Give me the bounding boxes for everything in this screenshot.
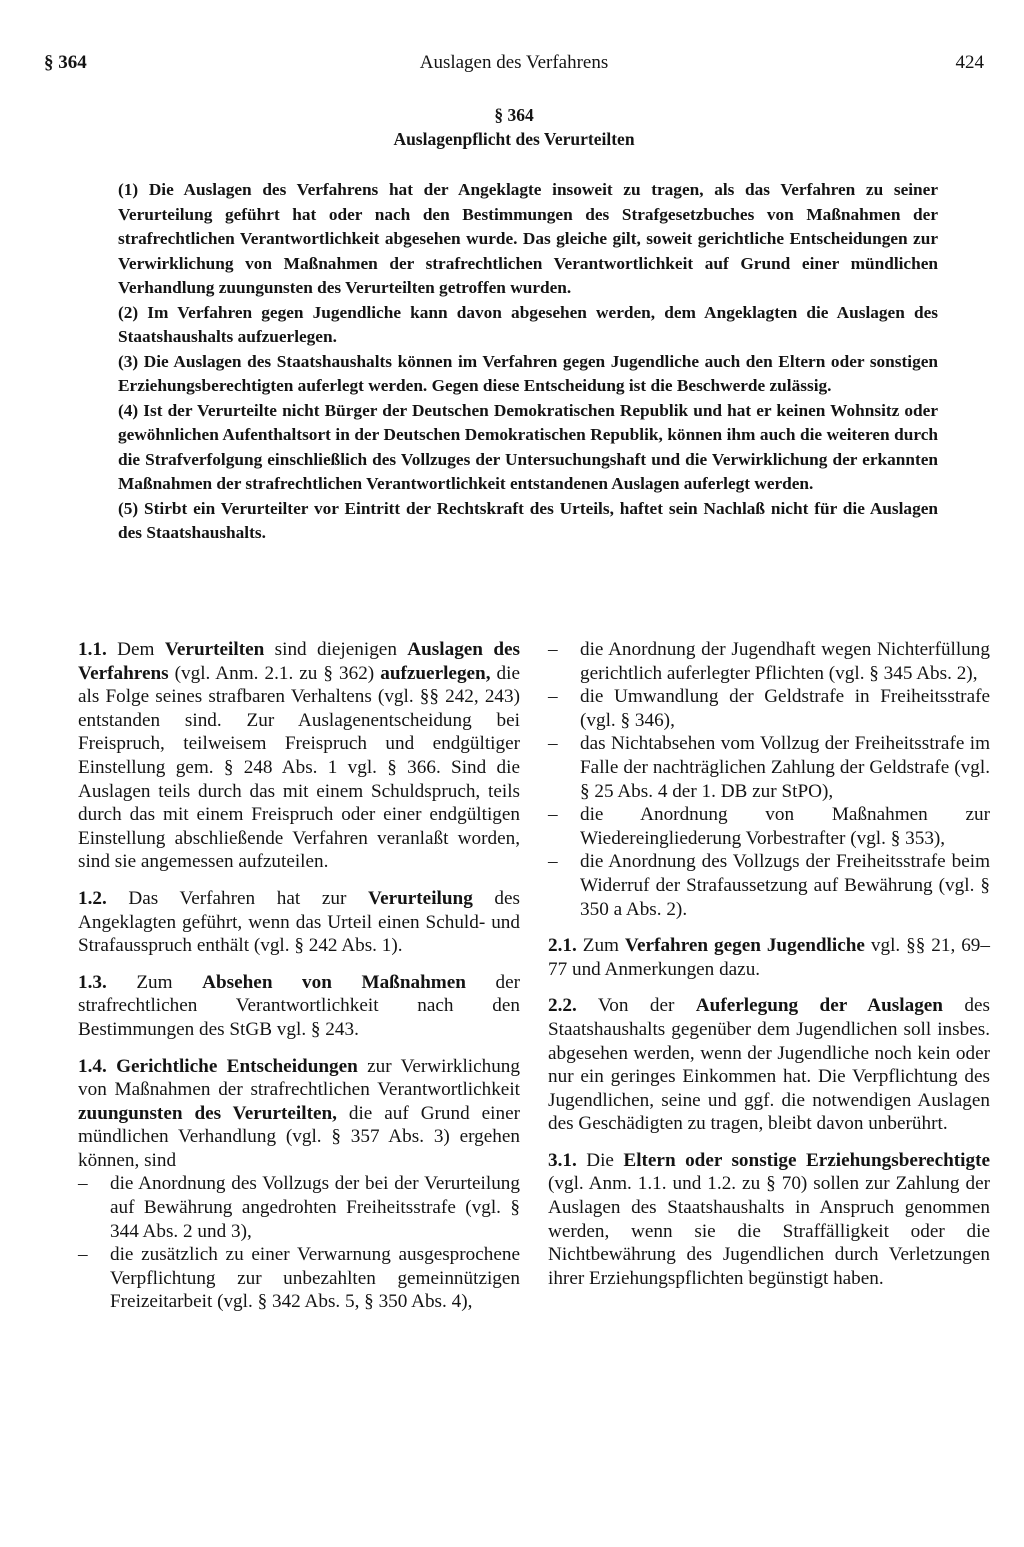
dash-bullet: –	[548, 851, 558, 873]
page-number: 424	[955, 52, 984, 73]
note-text: zur Verwirklichung von Maßnahmen der strafrechtlichen Verantwortlichkeit	[78, 1055, 520, 1101]
dash-bullet: –	[78, 1173, 88, 1195]
note-2-2	[548, 994, 990, 1136]
note-number: 2.2.	[548, 995, 577, 1017]
dash-bullet: –	[548, 804, 558, 826]
note-emphasis: Verurteilung	[367, 887, 473, 909]
dash-bullet: –	[78, 1244, 88, 1266]
running-header	[44, 50, 984, 76]
statute-paragraph-1: (1) Die Auslagen des Verfahrens hat der Angeklagte insoweit zu tragen, als das Verfahren zu seiner Verurteilung geführt hat oder nach den Bestimmungen des Strafgesetzbuches von Maßnahmen der strafrechtlichen Verantwortlichkeit abgesehen wurde. Das gleiche gilt, soweit gerichtliche Entscheidungen zur Verwirklichung von Maßnahmen der strafrechtlichen Verantwortlichkeit auf Grund einer mündlichen Verhandlung zuungunsten des Verurteilten getroffen wurden.	[118, 180, 938, 297]
note-number: 1.2.	[78, 887, 107, 909]
note-text: des Staatshaushalts gegenüber dem Jugendlichen soll insbes. abgesehen werden, wenn der Jugendliche noch kein oder nur ein geringes Einkommen hat. Die Verpflichtung des Jugendlichen, seine und ggf. die notwendigen Auslagen des Geschädigten zu tragen, bleibt davon unberührt.	[548, 995, 990, 1135]
note-number: 1.3.	[78, 971, 107, 993]
note-2-1	[548, 934, 990, 981]
statute-paragraph-2: (2) Im Verfahren gegen Jugendliche kann davon abgesehen werden, dem Angeklagten die Auslagen des Staatshaushalts aufzuerlegen.	[118, 302, 938, 346]
dash-list-left	[78, 1172, 520, 1314]
list-item	[548, 803, 990, 850]
dash-bullet: –	[548, 686, 558, 708]
list-item-text: die Anordnung von Maßnahmen zur Wiedereingliederung Vorbestrafter (vgl. § 353),	[580, 804, 990, 849]
list-item-text: die zusätzlich zu einer Verwarnung ausgesprochene Verpflichtung zur unbezahlten gemeinnützigen Freizeitarbeit (vgl. § 342 Abs. 5, § 350 Abs. 4),	[110, 1244, 520, 1313]
statute-paragraph-4: (4) Ist der Verurteilte nicht Bürger der Deutschen Demokratischen Republik und hat er keinen Wohnsitz oder gewöhnlichen Aufenthaltsort in der Deutschen Demokratischen Republik, können ihm auch die weiteren durch die Strafverfolgung einschließlich des Vollzuges der Untersuchungshaft und die Verwirklichung der erkannten Maßnahmen der strafrechtlichen Verantwortlichkeit entstandenen Auslagen auferlegt werden.	[118, 400, 938, 493]
header-section-ref: § 364	[44, 52, 87, 73]
note-text: (vgl. Anm. 1.1. und 1.2. zu § 70) sollen zur Zahlung der Auslagen des Staatshaushalts in Anspruch genommen werden, wenn sie die Straffälligkeit oder die Nichtbewährung des Jugendlichen durch Verletzungen ihrer Erziehungspflichten begünstigt haben.	[548, 1173, 990, 1289]
note-text: die als Folge seines strafbaren Verhaltens (vgl. §§ 242, 243) entstanden sind. Zur Auslagenentscheidung bei Freispruch, teilweisem Freispruch und endgültiger Einstellung gem. § 248 Abs. 1 vgl. § 366. Sind die Auslagen teils durch das mit einem Schuldspruch, teils durch das mit einem Freispruch oder einer endgültigen Einstellung abschließende Verfahren veranlaßt worden, sind sie angemessen aufzuteilen.	[78, 662, 520, 873]
list-item	[78, 1243, 520, 1314]
list-item	[548, 850, 990, 921]
header-chapter-title: Auslagen des Verfahrens	[419, 52, 609, 73]
list-item-text: das Nichtabsehen vom Vollzug der Freiheitsstrafe im Falle der nachträglichen Zahlung der Geldstrafe (vgl. § 25 Abs. 4 der 1. DB zur StPO),	[580, 733, 990, 802]
list-item-text: die Umwandlung der Geldstrafe in Freiheitsstrafe (vgl. § 346),	[580, 686, 990, 731]
note-3-1	[548, 1149, 990, 1291]
list-item-text: die Anordnung des Vollzugs der bei der Verurteilung auf Bewährung angedrohten Freiheitsstrafe (vgl. § 344 Abs. 2 und 3),	[110, 1173, 520, 1242]
statute-text	[118, 178, 938, 546]
note-number: 1.1.	[78, 639, 107, 660]
note-text: Von der	[576, 995, 696, 1017]
note-1-1	[78, 638, 520, 874]
note-text: die auf Grund einer mündlichen Verhandlung (vgl. § 357 Abs. 3) ergehen können, sind	[78, 1102, 520, 1171]
statute-paragraph-3: (3) Die Auslagen des Staatshaushalts können im Verfahren gegen Jugendliche auch den Eltern oder sonstigen Erziehungsberechtigten auferlegt werden. Gegen diese Entscheidung ist die Beschwerde zulässig.	[118, 351, 938, 395]
list-item	[548, 732, 990, 803]
list-item	[548, 685, 990, 732]
statute-paragraph-5: (5) Stirbt ein Verurteilter vor Eintritt der Rechtskraft des Urteils, haftet sein Nachlaß nicht für die Auslagen des Staatshaushalts.	[118, 498, 938, 542]
note-text: des Angeklagten geführt, wenn das Urteil einen Schuld- und Strafausspruch enthält (vgl. § 242 Abs. 1).	[78, 887, 520, 957]
note-1-4	[78, 1055, 520, 1173]
note-number: 3.1.	[548, 1149, 577, 1171]
note-text: (vgl. Anm. 2.1. zu § 362)	[168, 662, 381, 684]
note-text: der strafrechtlichen Verantwortlichkeit nach den Bestimmungen des StGB vgl. § 243.	[78, 971, 520, 1040]
note-text: Zum	[106, 971, 203, 993]
note-emphasis: zuungunsten des Verurteilten,	[78, 1102, 337, 1124]
list-item	[78, 1172, 520, 1243]
note-emphasis: Verfahren gegen Jugendliche	[624, 935, 865, 957]
note-number: 2.1.	[548, 935, 577, 957]
note-emphasis: Absehen von Maßnahmen	[202, 971, 466, 993]
note-text: Dem	[106, 639, 165, 660]
list-item	[548, 638, 990, 685]
note-emphasis: Auferlegung der Auslagen	[695, 995, 943, 1017]
note-emphasis: aufzuerlegen,	[380, 662, 491, 684]
commentary-left-column	[78, 638, 520, 1327]
note-text: sind diejenigen	[264, 639, 408, 660]
commentary-right-column	[548, 638, 990, 1303]
section-number: § 364	[494, 105, 534, 125]
note-text: vgl. §§ 21, 69–77 und Anmerkungen dazu.	[548, 935, 990, 980]
dash-bullet: –	[548, 733, 558, 755]
note-1-2	[78, 887, 520, 958]
section-title: Auslagenpflicht des Verurteilten	[393, 129, 635, 149]
note-1-3	[78, 971, 520, 1042]
list-item-text: die Anordnung des Vollzugs der Freiheitsstrafe beim Widerruf der Strafaussetzung auf Bewährung (vgl. § 350 a Abs. 2).	[580, 851, 990, 920]
note-text: Die	[576, 1149, 624, 1171]
note-emphasis: Verurteilten	[164, 639, 265, 660]
note-text: Zum	[576, 935, 625, 957]
dash-list-right	[548, 638, 990, 921]
note-emphasis: Auslagen des Verfahrens	[78, 639, 520, 684]
list-item-text: die Anordnung der Jugendhaft wegen Nichterfüllung gerichtlich auferlegter Pflichten (vgl. § 345 Abs. 2),	[580, 639, 990, 684]
note-text: Das Verfahren hat zur	[106, 887, 368, 909]
dash-bullet: –	[548, 639, 558, 660]
note-emphasis: Eltern oder sonstige Erziehungsberechtigte	[623, 1149, 990, 1171]
note-number: 1.4.	[78, 1055, 107, 1077]
note-emphasis: Gerichtliche Entscheidungen	[116, 1055, 358, 1077]
